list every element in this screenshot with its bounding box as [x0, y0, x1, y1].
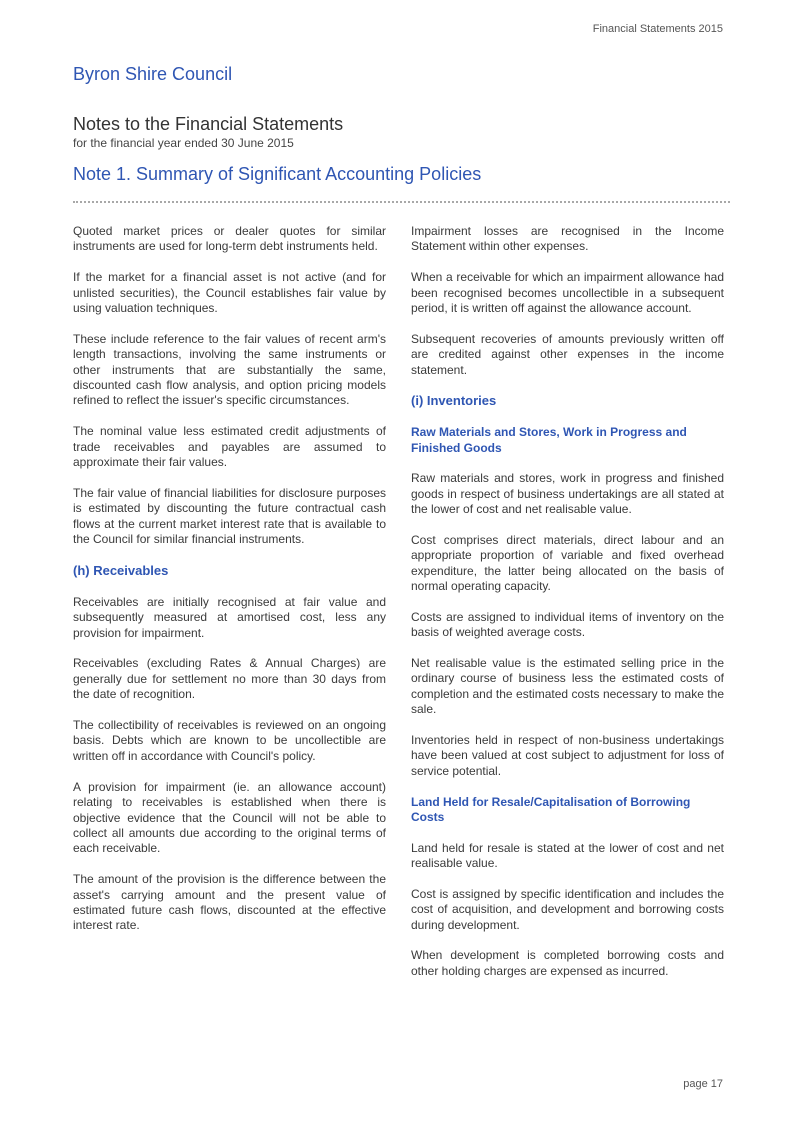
paragraph: Cost is assigned by specific identification and includes the cost of acquisition, and development and borrowing costs during development. — [411, 886, 724, 932]
paragraph: Impairment losses are recognised in the Income Statement within other expenses. — [411, 224, 724, 254]
right-column — [411, 224, 724, 995]
paragraph: Costs are assigned to individual items of inventory on the basis of weighted average costs. — [411, 609, 724, 640]
paragraph: The amount of the provision is the difference between the asset's carrying amount and the present value of estimated future cash flows, discounted at the effective interest rate. — [73, 872, 386, 933]
paragraph: The fair value of financial liabilities for disclosure purposes is estimated by discounting the future contractual cash flows at the current market interest rate that is available to the Council for similar financial instruments. — [73, 485, 386, 547]
section-heading-receivables: (h) Receivables — [73, 562, 169, 578]
paragraph: These include reference to the fair values of recent arm's length transactions, involving the same instruments or other instruments that are substantially the same, discounted cash flow analysis, and option pricing models refined to reflect the issuer's specific circumstances. — [73, 331, 386, 408]
paragraph: Receivables are initially recognised at fair value and subsequently measured at amortised cost, less any provision for impairment. — [73, 594, 386, 640]
paragraph: Cost comprises direct materials, direct labour and an appropriate proportion of variable and fixed overhead expenditure, the latter being allocated on the basis of normal operating capacity. — [411, 532, 724, 594]
page-number: page 17 — [683, 1078, 723, 1090]
paragraph: Inventories held in respect of non-business undertakings have been valued at cost subject to adjustment for loss of service potential. — [411, 733, 724, 778]
paragraph: The collectibility of receivables is reviewed on an ongoing basis. Debts which are known to be uncollectible are written off in accordance with Council's policy. — [73, 718, 386, 763]
paragraph: When a receivable for which an impairment allowance had been recognised becomes uncollectible in a subsequent period, it is written off against the allowance account. — [411, 270, 724, 316]
dotted-divider — [73, 201, 730, 203]
paragraph: Receivables (excluding Rates & Annual Charges) are generally due for settlement no more than 30 days from the date of recognition. — [73, 656, 386, 702]
note-title: Note 1. Summary of Significant Accounting Policies — [73, 164, 482, 184]
paragraph: Land held for resale is stated at the lower of cost and net realisable value. — [411, 840, 724, 870]
paragraph: Raw materials and stores, work in progress and finished goods in respect of business undertakings are all stated at the lower of cost and net realisable value. — [411, 471, 724, 517]
paragraph: When development is completed borrowing costs and other holding charges are expensed as incurred. — [411, 948, 724, 978]
section-heading-inventories: (i) Inventories — [411, 393, 497, 409]
paragraph: A provision for impairment (ie. an allowance account) relating to receivables is established when there is objective evidence that the Council will not be able to collect all amounts due according to the original terms of each receivable. — [73, 779, 386, 856]
notes-title: Notes to the Financial Statements — [73, 114, 344, 134]
subheading-land-held: Land Held for Resale/Capitalisation of Borrowing Costs — [411, 794, 691, 825]
paragraph: Subsequent recoveries of amounts previously written off are credited against other expenses in the income statement. — [411, 331, 724, 377]
paragraph: Quoted market prices or dealer quotes for similar instruments are used for long-term debt instruments held. — [73, 224, 386, 254]
subheading-raw-materials: Raw Materials and Stores, Work in Progress and Finished Goods — [411, 425, 687, 455]
paragraph: If the market for a financial asset is not active (and for unlisted securities), the Council establishes fair value by using valuation techniques. — [73, 270, 386, 316]
council-name: Byron Shire Council — [73, 64, 233, 84]
running-head: Financial Statements 2015 — [592, 23, 723, 35]
notes-subtitle: for the financial year ended 30 June 2015 — [73, 136, 294, 150]
left-column — [73, 224, 386, 949]
paragraph: The nominal value less estimated credit adjustments of trade receivables and payables are assumed to approximate their fair values. — [73, 424, 386, 470]
paragraph: Net realisable value is the estimated selling price in the ordinary course of business less the estimated costs of completion and the estimated costs necessary to make the sale. — [411, 656, 724, 717]
